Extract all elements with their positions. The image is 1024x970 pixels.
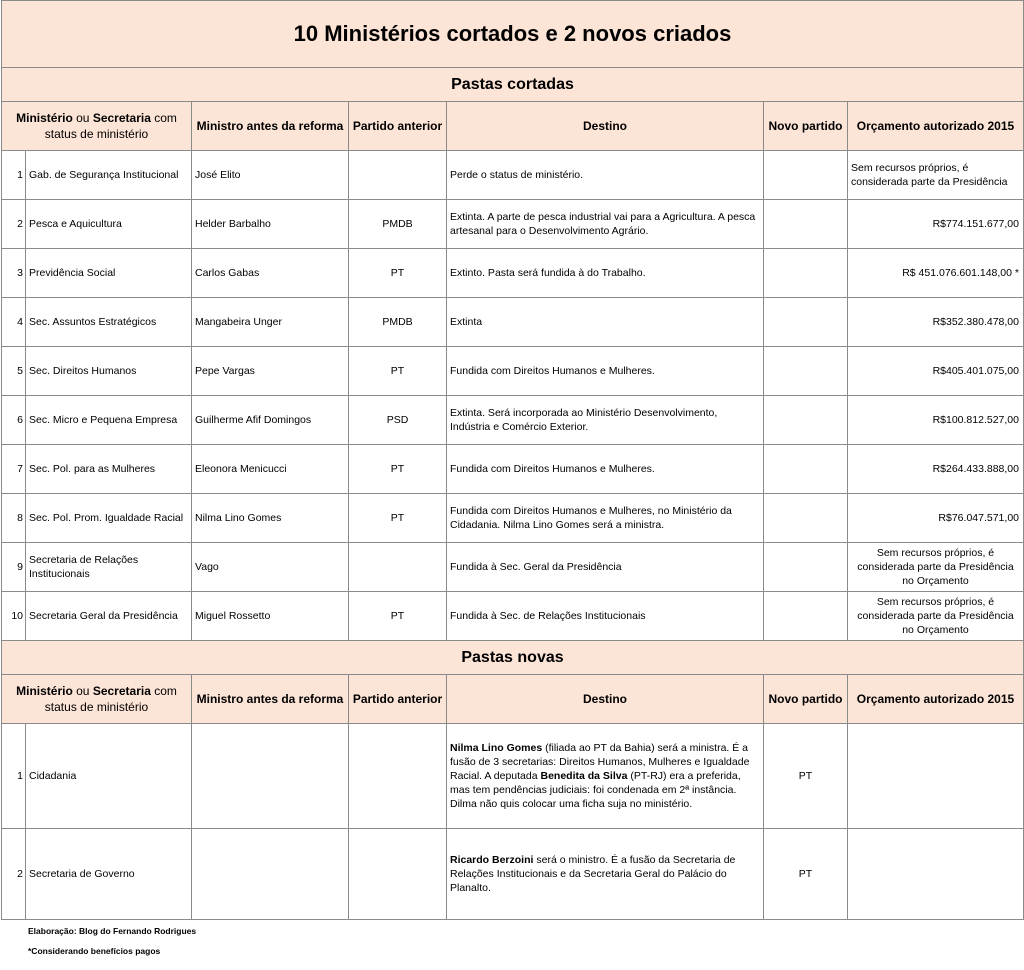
table-row bbox=[2, 249, 1024, 298]
header-party-before: Partido anterior bbox=[349, 675, 447, 724]
destination-cell: Fundida com Direitos Humanos e Mulheres. bbox=[447, 445, 764, 494]
ministry-cell: Sec. Pol. Prom. Igualdade Racial bbox=[26, 494, 192, 543]
budget-cell bbox=[848, 724, 1024, 829]
table-row bbox=[2, 494, 1024, 543]
destination-bold-name: Benedita da Silva bbox=[540, 770, 628, 782]
table-row bbox=[2, 347, 1024, 396]
budget-cell: Sem recursos próprios, é considerada parte da Presidência no Orçamento bbox=[848, 592, 1024, 641]
destination-cell: Fundida com Direitos Humanos e Mulheres, no Ministério da Cidadania. Nilma Lino Gomes será a ministra. bbox=[447, 494, 764, 543]
party-before-cell: PMDB bbox=[349, 298, 447, 347]
budget-cell: Sem recursos próprios, é considerada parte da Presidência no Orçamento bbox=[848, 543, 1024, 592]
header-new-party: Novo partido bbox=[764, 102, 848, 151]
header-budget: Orçamento autorizado 2015 bbox=[848, 675, 1024, 724]
destination-text: será o ministro. É a fusão da Secretaria de Relações Institucionais e da Secretaria Geral do Palácio do Planalto. bbox=[450, 854, 736, 894]
row-number: 4 bbox=[2, 298, 26, 347]
page-title: 10 Ministérios cortados e 2 novos criados bbox=[2, 1, 1024, 68]
ministry-cell: Cidadania bbox=[26, 724, 192, 829]
row-number: 1 bbox=[2, 724, 26, 829]
party-before-cell: PSD bbox=[349, 396, 447, 445]
budget-cell: R$405.401.075,00 bbox=[848, 347, 1024, 396]
ministries-table bbox=[1, 0, 1024, 920]
header-minister: Ministro antes da reforma bbox=[192, 102, 349, 151]
header-destination: Destino bbox=[447, 102, 764, 151]
table-row bbox=[2, 151, 1024, 200]
budget-cell: R$774.151.677,00 bbox=[848, 200, 1024, 249]
table-row bbox=[2, 445, 1024, 494]
minister-cell bbox=[192, 724, 349, 829]
table-row bbox=[2, 829, 1024, 920]
header-destination: Destino bbox=[447, 675, 764, 724]
budget-cell: R$ 451.076.601.148,00 * bbox=[848, 249, 1024, 298]
new-party-cell bbox=[764, 445, 848, 494]
section-title-new: Pastas novas bbox=[2, 641, 1024, 675]
table-row bbox=[2, 543, 1024, 592]
destination-bold-name: Ricardo Berzoini bbox=[450, 854, 534, 866]
destination-text: (filiada ao PT da Bahia) será a ministra. É a fusão de 3 secretarias: Direitos Humanos, Mulheres e Igualdade Racial. A deputada bbox=[450, 742, 750, 782]
ministry-cell: Secretaria de Governo bbox=[26, 829, 192, 920]
destination-bold-name: Nilma Lino Gomes bbox=[450, 742, 543, 754]
row-number: 2 bbox=[2, 829, 26, 920]
row-number: 5 bbox=[2, 347, 26, 396]
row-number: 2 bbox=[2, 200, 26, 249]
new-party-cell bbox=[764, 396, 848, 445]
row-number: 7 bbox=[2, 445, 26, 494]
destination-cell: Extinta bbox=[447, 298, 764, 347]
header-ministry: Ministério ou Secretaria com status de ministério bbox=[2, 675, 192, 724]
minister-cell bbox=[192, 829, 349, 920]
budget-cell: R$264.433.888,00 bbox=[848, 445, 1024, 494]
minister-cell: Nilma Lino Gomes bbox=[192, 494, 349, 543]
header-row-new bbox=[2, 675, 1024, 724]
budget-cell: R$352.380.478,00 bbox=[848, 298, 1024, 347]
ministry-cell: Sec. Assuntos Estratégicos bbox=[26, 298, 192, 347]
new-party-cell bbox=[764, 592, 848, 641]
minister-cell: Guilherme Afif Domingos bbox=[192, 396, 349, 445]
table-row bbox=[2, 200, 1024, 249]
row-number: 10 bbox=[2, 592, 26, 641]
minister-cell: Miguel Rossetto bbox=[192, 592, 349, 641]
minister-cell: Vago bbox=[192, 543, 349, 592]
new-party-cell bbox=[764, 249, 848, 298]
destination-cell: Extinto. Pasta será fundida à do Trabalho. bbox=[447, 249, 764, 298]
budget-cell bbox=[848, 829, 1024, 920]
destination-cell: Perde o status de ministério. bbox=[447, 151, 764, 200]
minister-cell: Carlos Gabas bbox=[192, 249, 349, 298]
minister-cell: Mangabeira Unger bbox=[192, 298, 349, 347]
destination-text: (PT-RJ) era a preferida, mas tem pendências judiciais: foi condenada em 2ª instância. Dilma não quis colocar uma ficha suja no ministério. bbox=[450, 770, 741, 810]
header-row-cut bbox=[2, 102, 1024, 151]
party-before-cell: PT bbox=[349, 494, 447, 543]
table-row bbox=[2, 298, 1024, 347]
new-party-cell bbox=[764, 494, 848, 543]
header-budget: Orçamento autorizado 2015 bbox=[848, 102, 1024, 151]
party-before-cell bbox=[349, 543, 447, 592]
budget-cell: R$100.812.527,00 bbox=[848, 396, 1024, 445]
destination-cell: Extinta. Será incorporada ao Ministério Desenvolvimento, Indústria e Comércio Exterior. bbox=[447, 396, 764, 445]
minister-cell: José Elito bbox=[192, 151, 349, 200]
header-minister: Ministro antes da reforma bbox=[192, 675, 349, 724]
row-number: 9 bbox=[2, 543, 26, 592]
section-title-cut: Pastas cortadas bbox=[2, 68, 1024, 102]
footer-note: *Considerando benefícios pagos bbox=[28, 946, 161, 956]
table-row bbox=[2, 396, 1024, 445]
new-party-cell bbox=[764, 151, 848, 200]
party-before-cell: PMDB bbox=[349, 200, 447, 249]
destination-cell: Extinta. A parte de pesca industrial vai para a Agricultura. A pesca artesanal para o Desenvolvimento Agrário. bbox=[447, 200, 764, 249]
table-row bbox=[2, 724, 1024, 829]
minister-cell: Helder Barbalho bbox=[192, 200, 349, 249]
destination-cell bbox=[447, 829, 764, 920]
new-party-cell bbox=[764, 298, 848, 347]
new-party-cell bbox=[764, 200, 848, 249]
party-before-cell: PT bbox=[349, 249, 447, 298]
budget-cell: R$76.047.571,00 bbox=[848, 494, 1024, 543]
new-party-cell bbox=[764, 543, 848, 592]
ministry-cell: Secretaria de Relações Institucionais bbox=[26, 543, 192, 592]
party-before-cell bbox=[349, 151, 447, 200]
new-party-cell: PT bbox=[764, 829, 848, 920]
destination-cell: Fundida à Sec. Geral da Presidência bbox=[447, 543, 764, 592]
ministry-cell: Sec. Pol. para as Mulheres bbox=[26, 445, 192, 494]
minister-cell: Pepe Vargas bbox=[192, 347, 349, 396]
new-party-cell: PT bbox=[764, 724, 848, 829]
row-number: 6 bbox=[2, 396, 26, 445]
ministry-cell: Sec. Micro e Pequena Empresa bbox=[26, 396, 192, 445]
header-ministry: Ministério ou Secretaria com status de ministério bbox=[2, 102, 192, 151]
destination-cell: Fundida com Direitos Humanos e Mulheres. bbox=[447, 347, 764, 396]
ministry-cell: Previdência Social bbox=[26, 249, 192, 298]
header-new-party: Novo partido bbox=[764, 675, 848, 724]
destination-cell: Fundida à Sec. de Relações Institucionais bbox=[447, 592, 764, 641]
row-number: 3 bbox=[2, 249, 26, 298]
footer-credit: Elaboração: Blog do Fernando Rodrigues bbox=[28, 926, 197, 936]
party-before-cell bbox=[349, 829, 447, 920]
party-before-cell: PT bbox=[349, 347, 447, 396]
new-party-cell bbox=[764, 347, 848, 396]
header-party-before: Partido anterior bbox=[349, 102, 447, 151]
ministry-cell: Pesca e Aquicultura bbox=[26, 200, 192, 249]
party-before-cell bbox=[349, 724, 447, 829]
row-number: 8 bbox=[2, 494, 26, 543]
destination-cell bbox=[447, 724, 764, 829]
row-number: 1 bbox=[2, 151, 26, 200]
minister-cell: Eleonora Menicucci bbox=[192, 445, 349, 494]
ministry-cell: Sec. Direitos Humanos bbox=[26, 347, 192, 396]
table-row bbox=[2, 592, 1024, 641]
budget-cell: Sem recursos próprios, é considerada parte da Presidência bbox=[848, 151, 1024, 200]
ministry-cell: Gab. de Segurança Institucional bbox=[26, 151, 192, 200]
party-before-cell: PT bbox=[349, 445, 447, 494]
ministry-cell: Secretaria Geral da Presidência bbox=[26, 592, 192, 641]
party-before-cell: PT bbox=[349, 592, 447, 641]
